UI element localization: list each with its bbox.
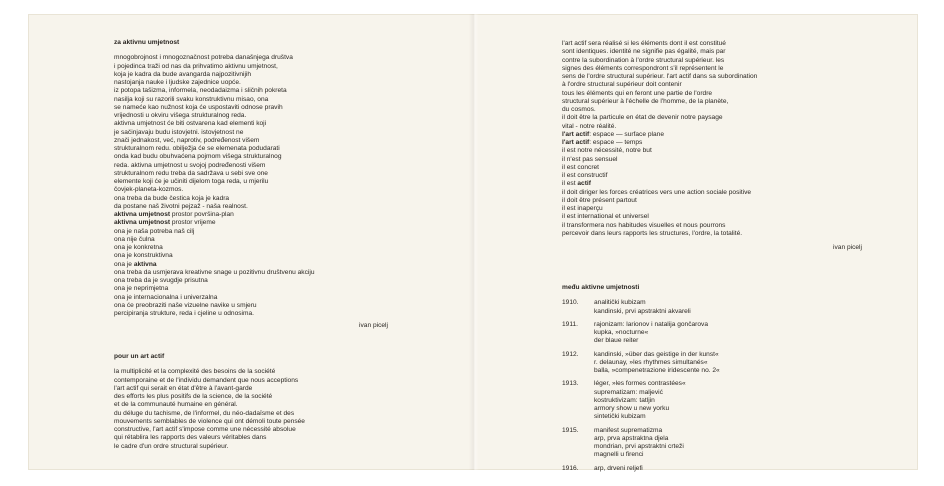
- french-cont-line: il est international et universel: [562, 213, 649, 221]
- timeline-year: [562, 413, 594, 421]
- timeline-event: kandinski, prvi apstraktni akvareli: [594, 307, 691, 315]
- timeline-year: 1910.: [562, 299, 579, 307]
- timeline-entries: [562, 299, 862, 473]
- timeline-row: [562, 405, 862, 413]
- french-cont-line: il est notre nécessité, notre but: [562, 147, 652, 155]
- french-cont-line: à l'ordre structural supérieur doit contenir: [562, 81, 682, 89]
- french-cont-line: il doit être la particule en état de devenir notre paysage: [562, 114, 723, 122]
- croatian-line: ona je konkretna: [114, 244, 163, 251]
- croatian-bold-term: aktivna umjetnost: [114, 219, 171, 227]
- timeline-heading: među aktivne umjetnosti: [562, 284, 640, 291]
- timeline-event: balla, »compenetrazione iridescente no. 2«: [594, 367, 720, 374]
- croatian-line: ona nije čulna: [114, 235, 155, 243]
- timeline-event: kandinski, »über das geistige in der kunst«: [594, 350, 719, 358]
- croatian-line: znači jednakost, već, naprotiv, podređenost višem: [114, 136, 260, 144]
- french-cont-line: l'art actif: espace — temps: [562, 139, 643, 146]
- timeline-row: [562, 367, 862, 375]
- croatian-line: ona je konstruktivna: [114, 252, 173, 260]
- timeline-row: [562, 465, 862, 473]
- french-line: contemporaine et de l'individu demandent que nous acceptions: [114, 376, 299, 384]
- timeline: [562, 284, 862, 473]
- timeline-year: [562, 443, 594, 451]
- french-cont-line: il doit être présent partout: [562, 196, 637, 204]
- timeline-year: [562, 435, 594, 443]
- french-cont-line: l'art actif sera réalisé si les éléments dont il est constitué: [562, 40, 726, 47]
- croatian-line: ona je aktivna: [114, 260, 157, 268]
- timeline-year: 1911.: [562, 320, 579, 328]
- timeline-event: analitički kubizam: [594, 299, 646, 307]
- french-cont-line: contre la subordination à l'ordre structural supérieur. les: [562, 56, 725, 64]
- croatian-line: aktivna umjetnost će biti ostvarena kad elementi koji: [114, 120, 267, 128]
- croatian-signature: ivan picelj: [359, 322, 388, 330]
- french-line: des efforts les plus positifs de la science, de la société: [114, 393, 273, 400]
- timeline-event: manifest suprematizma: [594, 426, 663, 434]
- croatian-line: nasilja koji su razorili svaku konstruktivnu misao, ona: [114, 95, 269, 103]
- french-manifesto-continued: [562, 40, 862, 252]
- croatian-line: aktivna umjetnost prostor površina-plan: [114, 211, 234, 218]
- croatian-body: [114, 54, 414, 318]
- timeline-row: [562, 443, 862, 451]
- french-body: [114, 368, 414, 451]
- croatian-line: koja je kadra da bude avangarda najpozitivnijih: [114, 70, 252, 78]
- croatian-line: aktivna umjetnost prostor vrijeme: [114, 219, 216, 227]
- croatian-line: ona treba da je svugdje prisutna: [114, 277, 208, 284]
- timeline-row: [562, 299, 862, 307]
- timeline-event: der blaue reiter: [594, 337, 639, 345]
- french-cont-line: l'art actif: espace — surface plane: [562, 130, 664, 138]
- croatian-line: ona je internacionalna i univerzalna: [114, 293, 218, 301]
- french-heading: pour un art actif: [114, 353, 165, 360]
- timeline-year: [562, 367, 594, 375]
- french-cont-line: structural supérieur à l'échelle de l'homme, de la planète,: [562, 97, 729, 105]
- croatian-line: mnogobrojnost i mnogoznačnost potreba današnjega društva: [114, 54, 293, 62]
- french-cont-line: tous les éléments qui en feront une partie de l'ordre: [562, 89, 713, 97]
- timeline-year: [562, 389, 594, 397]
- french-cont-line: il est inaperçu: [562, 205, 603, 212]
- french-cont-line: il n'est pas sensuel: [562, 155, 618, 163]
- timeline-event: suprematizam: maljević: [594, 388, 663, 396]
- croatian-bold-term: aktivna: [133, 260, 157, 268]
- timeline-event: mondrian, prvi apstraktni crteži: [594, 443, 684, 450]
- timeline-year: 1916.: [562, 464, 579, 472]
- croatian-line: ona treba da bude čestica koja je kadra: [114, 194, 230, 202]
- french-line: l'art actif qui serait en état d'être à l'avant-garde: [114, 384, 253, 392]
- french-cont-bold-term: l'art actif: [562, 130, 590, 138]
- timeline-event: léger, »les formes contrastées«: [594, 380, 686, 388]
- timeline-year: [562, 308, 594, 316]
- timeline-event: arp, drveni reljefi: [594, 464, 643, 472]
- french-line: le cadre d'un ordre structural supérieur.: [114, 442, 229, 450]
- timeline-year: [562, 451, 594, 459]
- croatian-line: strukturalnom redu. obilježja će se elemenata podudarati: [114, 145, 280, 152]
- french-cont-line: sens de l'ordre structural supérieur. l'art actif dans sa subordination: [562, 73, 758, 80]
- french-cont-line: sont identiques. identité ne signifie pas égalité, mais par: [562, 48, 726, 56]
- timeline-year: 1915.: [562, 426, 579, 434]
- french-cont-line: il doit diriger les forces créatrices vers une action sociale positive: [562, 188, 752, 196]
- croatian-line: nastojanja nauke i ljudske zajednice uopće.: [114, 79, 241, 86]
- french-line: mouvements semblables de violence qui ont démoli toute pensée: [114, 417, 305, 425]
- croatian-heading: za aktivnu umjetnost: [114, 39, 180, 46]
- timeline-row: [562, 337, 862, 345]
- french-manifesto: [114, 353, 414, 451]
- timeline-year: [562, 405, 594, 413]
- timeline-year: [562, 337, 594, 345]
- french-cont-line: il est actif: [562, 180, 591, 188]
- french-line: qui rétablira les rapports des valeurs véritables dans: [114, 434, 267, 442]
- croatian-line: ona je naša potreba naš cilj: [114, 227, 195, 235]
- croatian-line: čovjek-planeta-kozmos.: [114, 186, 184, 194]
- croatian-line: ona treba da usmjerava kreativne snage u pozitivnu društvenu akciju: [114, 268, 315, 276]
- french-line: et de la communauté humaine en général.: [114, 401, 238, 409]
- timeline-row: [562, 451, 862, 459]
- timeline-event: magnelli u firenci: [594, 451, 644, 459]
- croatian-line: strukturalnom redu treba da sadržava u sebi sve one: [114, 169, 268, 177]
- croatian-line: percipiranja strukture, reda i cjeline u odnosima.: [114, 310, 255, 317]
- timeline-row: [562, 308, 862, 316]
- french-cont-bold-term: actif: [577, 180, 591, 188]
- croatian-line: elemente koji će je učiniti dijelom toga reda, u mjerilu: [114, 178, 269, 185]
- french-cont-line: vital - notre réalité.: [562, 122, 617, 130]
- timeline-row: [562, 427, 862, 435]
- french-line: constructive, l'art actif s'impose comme une nécessité absolue: [114, 426, 296, 433]
- french-body-continued: [562, 40, 862, 238]
- french-cont-line: il est concret: [562, 163, 600, 171]
- timeline-event: armory show u new yorku: [594, 405, 670, 412]
- timeline-row: [562, 397, 862, 405]
- timeline-row: [562, 380, 862, 388]
- timeline-row: [562, 435, 862, 443]
- croatian-line: vrijednosti u okviru višega strukturalnog reda.: [114, 112, 247, 119]
- timeline-event: r. delaunay, »les rhythmes simultanés«: [594, 358, 708, 366]
- french-line: du déluge du tachisme, de l'informel, du néo-dadaïsme et des: [114, 409, 295, 417]
- timeline-row: [562, 321, 862, 329]
- croatian-line: onda kad budu obuhvaćena pojmom višega strukturalnog: [114, 153, 282, 161]
- timeline-row: [562, 359, 862, 367]
- timeline-event: rajonizam: larionov i natalija gončarova: [594, 320, 708, 328]
- croatian-line: ona će preobraziti naše vizuelne navike u smjeru: [114, 301, 257, 309]
- croatian-line: iz potopa tašizma, informela, neodadaizma i sličnih pokreta: [114, 87, 287, 95]
- french-cont-bold-term: l'art actif: [562, 139, 590, 146]
- timeline-year: 1912.: [562, 350, 579, 358]
- french-cont-line: il est constructif: [562, 172, 608, 179]
- french-line: la multiplicité et la complexité des besoins de la société: [114, 368, 276, 376]
- timeline-year: [562, 359, 594, 367]
- croatian-line: ona je neprimjetna: [114, 285, 169, 293]
- timeline-event: arp, prva apstraktna djela: [594, 434, 669, 442]
- croatian-line: je sačinjavaju budu istovjetni. istovjetnost ne: [114, 128, 244, 136]
- french-cont-line: il transformera nos habitudes visuelles et nous pourrons: [562, 221, 726, 229]
- french-cont-line: du cosmos.: [562, 106, 596, 113]
- french-signature: ivan picelj: [833, 244, 862, 251]
- croatian-line: reda. aktivna umjetnost u svojoj podređenosti višem: [114, 161, 266, 169]
- timeline-event: kostruktivizam: tatljin: [594, 396, 655, 404]
- brochure-spread: [28, 14, 918, 470]
- timeline-event: sintetički kubizam: [594, 413, 646, 421]
- croatian-bold-term: aktivna umjetnost: [114, 211, 171, 218]
- timeline-row: [562, 329, 862, 337]
- croatian-line: se nameće kao nužnost koja će uspostaviti odnose pravih: [114, 103, 283, 111]
- croatian-line: da postane naš životni pejzaž - naša realnost.: [114, 202, 248, 210]
- croatian-line: i pojedinca traži od nas da prihvatimo aktivnu umjetnost,: [114, 62, 278, 70]
- french-cont-line: signes des éléments correspondront s'il représentent le: [562, 64, 724, 72]
- timeline-year: [562, 329, 594, 337]
- timeline-year: [562, 397, 594, 405]
- center-fold: [469, 14, 479, 470]
- croatian-manifesto: [114, 39, 414, 331]
- timeline-year: 1913.: [562, 380, 579, 388]
- timeline-row: [562, 389, 862, 397]
- timeline-row: [562, 351, 862, 359]
- french-cont-line: percevoir dans leurs rapports les structures, l'ordre, la totalité.: [562, 229, 743, 237]
- timeline-row: [562, 413, 862, 421]
- timeline-event: kupka, »nocturne«: [594, 329, 649, 336]
